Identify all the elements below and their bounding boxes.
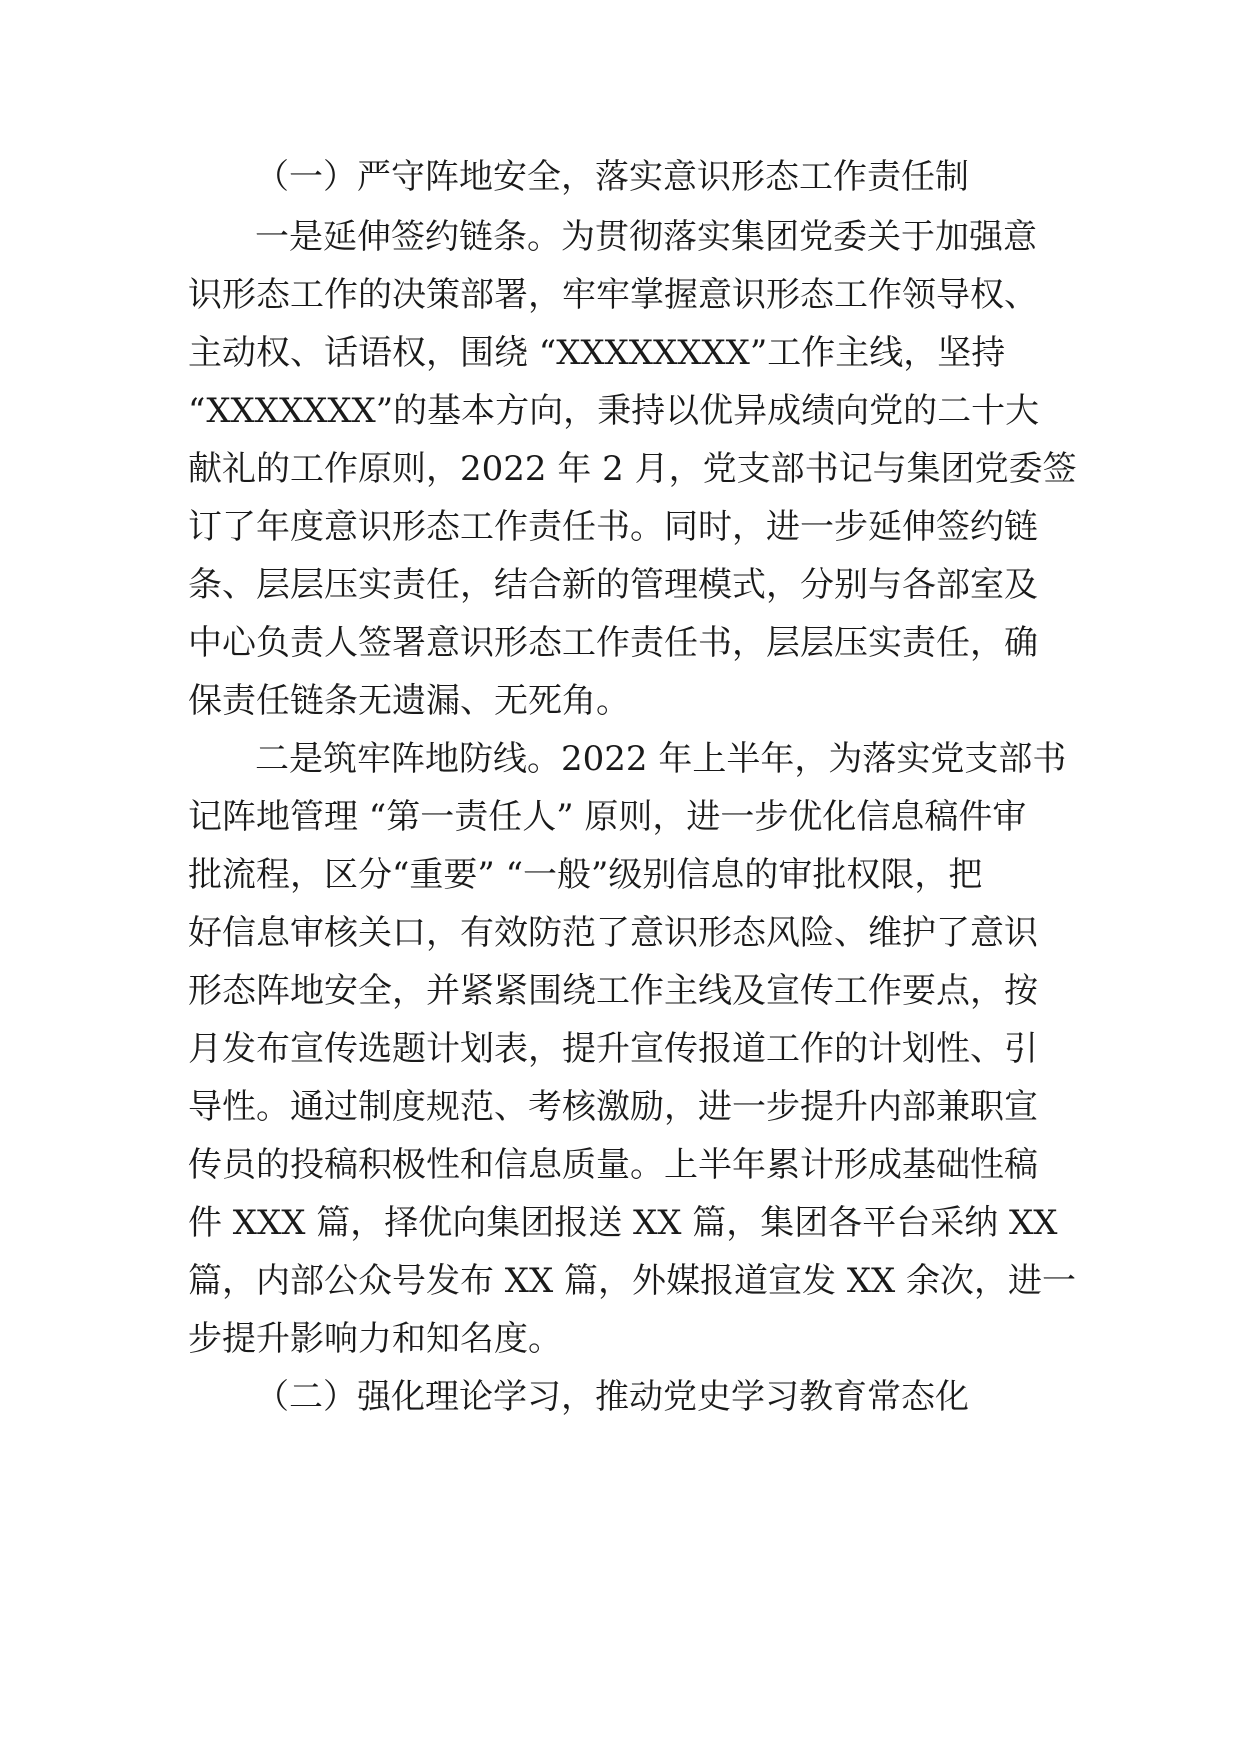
paragraph-2-line-6: 月发布宣传选题计划表，提升宣传报道工作的计划性、引 bbox=[188, 1029, 1038, 1069]
paragraph-2-line-10: 篇，内部公众号发布 XX 篇，外媒报道宣发 XX 余次，进一 bbox=[188, 1261, 1077, 1301]
paragraph-1-line-7: 条、层层压实责任，结合新的管理模式，分别与各部室及 bbox=[188, 565, 1038, 605]
section-heading-1: （一）严守阵地安全，落实意识形态工作责任制 bbox=[255, 157, 969, 197]
paragraph-1-line-5: 献礼的工作原则，2022 年 2 月，党支部书记与集团党委签 bbox=[188, 449, 1077, 489]
paragraph-2-line-8: 传员的投稿积极性和信息质量。上半年累计形成基础性稿 bbox=[188, 1145, 1038, 1185]
paragraph-2-line-7: 导性。通过制度规范、考核激励，进一步提升内部兼职宣 bbox=[188, 1087, 1038, 1127]
paragraph-2-line-4: 好信息审核关口，有效防范了意识形态风险、维护了意识 bbox=[188, 913, 1038, 953]
paragraph-1-line-3: 主动权、话语权，围绕 “XXXXXXXX”工作主线，坚持 bbox=[188, 333, 1006, 373]
paragraph-1-line-4: “XXXXXXX”的基本方向，秉持以优异成绩向党的二十大 bbox=[188, 391, 1040, 431]
paragraph-2-line-2: 记阵地管理 “第一责任人” 原则，进一步优化信息稿件审 bbox=[188, 797, 1027, 837]
paragraph-2-line-3: 批流程，区分“重要” “一般”级别信息的审批权限，把 bbox=[188, 855, 983, 895]
section-heading-2: （二）强化理论学习，推动党史学习教育常态化 bbox=[255, 1377, 969, 1417]
paragraph-1-line-9: 保责任链条无遗漏、无死角。 bbox=[188, 681, 630, 721]
paragraph-1-line-2: 识形态工作的决策部署，牢牢掌握意识形态工作领导权、 bbox=[188, 275, 1038, 315]
paragraph-2-line-9: 件 XXX 篇，择优向集团报送 XX 篇，集团各平台采纳 XX bbox=[188, 1203, 1058, 1243]
paragraph-2-line-1: 二是筑牢阵地防线。2022 年上半年，为落实党支部书 bbox=[255, 739, 1067, 779]
paragraph-2-line-11: 步提升影响力和知名度。 bbox=[188, 1319, 562, 1359]
paragraph-1-line-8: 中心负责人签署意识形态工作责任书，层层压实责任，确 bbox=[188, 623, 1038, 663]
paragraph-1-line-1: 一是延伸签约链条。为贯彻落实集团党委关于加强意 bbox=[255, 217, 1037, 257]
paragraph-1-line-6: 订了年度意识形态工作责任书。同时，进一步延伸签约链 bbox=[188, 507, 1038, 547]
paragraph-2-line-5: 形态阵地安全，并紧紧围绕工作主线及宣传工作要点，按 bbox=[188, 971, 1038, 1011]
